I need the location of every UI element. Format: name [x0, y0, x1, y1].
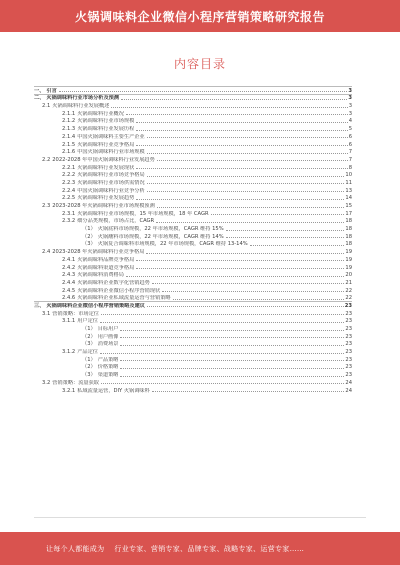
toc-entry-label: 火锅蘸料市场规模，22 年市场规模，CAGR 维持 14%: [97, 233, 224, 240]
toc-entry-number: 2.3: [42, 203, 51, 209]
toc-entry-number: 3.2: [42, 379, 51, 386]
toc-leader-dots: [136, 268, 344, 269]
toc-entry[interactable]: [34, 332, 352, 340]
footer-divider: [34, 517, 366, 518]
toc-entry-page: 23: [345, 349, 352, 356]
toc-entry[interactable]: [34, 340, 352, 348]
toc-entry-label: 细分品类规模，市场占比，CAGR: [77, 218, 155, 225]
toc-entry[interactable]: [34, 347, 352, 355]
toc-entry[interactable]: [34, 301, 352, 309]
toc-leader-dots: [120, 337, 344, 338]
toc-entry[interactable]: [34, 140, 352, 148]
toc-entry-label: 火锅调味料行业市场供需情况: [77, 179, 145, 186]
toc-entry-page: 13: [345, 187, 352, 194]
toc-entry-number: 3.1: [42, 310, 51, 317]
toc-leader-dots: [126, 114, 348, 115]
toc-entry-label: 火锅复合调味料市场规模，22 年市场规模，CAGR 维持 13-14%: [97, 241, 248, 248]
toc-entry-page: 3: [348, 95, 352, 102]
toc-entry-label: 火锅调味料行业发展概述: [52, 103, 110, 110]
toc-entry-number: 3.2.1: [62, 387, 76, 394]
toc-entry-page: 19: [345, 256, 352, 263]
toc-leader-dots: [101, 383, 344, 384]
toc-leader-dots: [136, 199, 344, 200]
toc-leader-dots: [147, 137, 348, 138]
toc-entry[interactable]: [34, 355, 352, 363]
toc-leader-dots: [173, 299, 345, 300]
toc-entry-page: 18: [345, 218, 352, 225]
toc-entry-number: 2.4.5: [62, 287, 76, 294]
toc-entry-number: 2.2: [42, 156, 51, 163]
toc-entry[interactable]: [34, 278, 352, 286]
toc-entry-number: 2.1.3: [62, 126, 76, 133]
toc-entry-number: 2.3.2: [62, 218, 76, 225]
toc-entry-number: 2.4.2: [62, 264, 76, 271]
toc-entry[interactable]: [34, 317, 352, 325]
toc-leader-dots: [147, 306, 344, 307]
toc-entry-page: 18: [345, 241, 352, 248]
toc-entry-number: （3）: [82, 241, 96, 248]
toc-entry[interactable]: [34, 232, 352, 240]
toc-entry-page: 23: [345, 341, 352, 348]
report-footer: [0, 532, 400, 565]
toc-entry-page: 23: [345, 372, 352, 379]
toc-entry-page: 19: [345, 249, 352, 256]
toc-leader-dots: [120, 376, 344, 377]
toc-entry-label: 2022-2028 年中国火锅调味料行业发展趋势: [52, 156, 155, 163]
toc-entry-label: 火锅调味料企业微信小程序营销策略及建议: [46, 302, 145, 309]
toc-entry-page: 17: [345, 210, 352, 217]
toc-leader-dots: [136, 145, 347, 146]
toc-entry[interactable]: [34, 117, 352, 125]
toc-entry-label: 2023-2028 年火锅调味料行业竞争格局: [52, 249, 145, 256]
toc-entry-number: 2.4.4: [62, 279, 76, 286]
toc-entry-page: 3: [348, 110, 352, 117]
toc-entry[interactable]: [34, 163, 352, 171]
toc-leader-dots: [136, 168, 347, 169]
toc-entry-label: 火锅调味料行业竞争格局: [77, 141, 135, 148]
toc-entry-number: 2.4.6: [62, 295, 76, 302]
toc-entry-page: 3: [348, 87, 352, 94]
toc-entry[interactable]: [34, 178, 352, 186]
toc-entry-label: 消费场景: [97, 341, 119, 348]
toc-entry-page: 7: [348, 156, 352, 163]
toc-entry[interactable]: [34, 101, 352, 109]
toc-entry-number: 2.2.1: [62, 164, 76, 171]
toc-leader-dots: [157, 160, 348, 161]
toc-entry-number: 2.1.4: [62, 133, 76, 140]
toc-entry-label: 火锅调味料行业市场规模: [77, 118, 135, 125]
toc-entry-number: 3.1.1: [62, 318, 76, 325]
toc-entry-label: 火锅调味料行业概况: [77, 110, 124, 117]
toc-entry[interactable]: [34, 240, 352, 248]
toc-entry-number: （3）: [82, 372, 96, 379]
toc-entry-page: 23: [345, 364, 352, 371]
toc-leader-dots: [120, 368, 344, 369]
toc-entry-page: 23: [345, 318, 352, 325]
toc-entry-page: 15: [345, 203, 352, 209]
toc-leader-dots: [121, 99, 347, 100]
toc-entry-label: 用户画像: [97, 333, 119, 340]
toc-entry-page: 23: [345, 310, 352, 317]
toc-entry-number: （1）: [82, 226, 96, 233]
toc-entry-page: 21: [345, 279, 352, 286]
toc-leader-dots: [136, 130, 347, 131]
report-title: 火锅调味料企业微信小程序营销策略研究报告: [74, 9, 325, 24]
toc-entry-number: 2.1.1: [62, 110, 76, 117]
toc-entry-page: 6: [348, 141, 352, 148]
toc-entry-page: 5: [348, 126, 352, 133]
toc-entry-number: 2.2.4: [62, 187, 76, 194]
toc-entry-label: 火锅调味料行业市场分析及预测: [46, 95, 120, 102]
toc-leader-dots: [147, 176, 345, 177]
toc-leader-dots: [226, 237, 345, 238]
toc-entry[interactable]: [34, 378, 352, 386]
toc-entry[interactable]: [34, 386, 352, 394]
toc-entry[interactable]: [34, 186, 352, 194]
toc-leader-dots: [162, 291, 344, 292]
toc-entry-number: 2.4: [42, 249, 51, 256]
toc-entry-label: 火锅调味料渠道竞争格局: [77, 264, 135, 271]
toc-entry-label: 渠道策略: [97, 372, 119, 379]
toc-entry[interactable]: [34, 247, 352, 255]
toc-entry-label: 中国火锅调味料行业竞争分析: [77, 187, 145, 194]
toc-leader-dots: [126, 276, 344, 277]
toc-entry-number: （2）: [82, 333, 96, 340]
toc-leader-dots: [120, 345, 344, 346]
toc-entry-page: 20: [345, 272, 352, 279]
toc-leader-dots: [100, 353, 344, 354]
toc-entry-label: 火锅调味料企业私域流量运营与营销策略: [77, 295, 171, 302]
toc-entry-number: 三、: [34, 302, 45, 309]
toc-entry-number: 2.2.5: [62, 195, 76, 202]
toc-entry-label: 营销策略：流量获取: [52, 379, 99, 386]
toc-entry[interactable]: [34, 109, 352, 117]
toc-entry-page: 14: [345, 195, 352, 202]
toc-entry-label: 火锅调味料行业发展历程: [77, 126, 135, 133]
toc-entry-number: 一、: [34, 87, 45, 94]
toc-leader-dots: [152, 391, 345, 392]
toc-entry-page: 19: [345, 264, 352, 271]
toc-entry-label: 营销策略：市场定位: [52, 310, 99, 317]
toc-leader-dots: [100, 322, 344, 323]
footer-tagline: 行业专家、营销专家、品牌专家、战略专家、运营专家……: [114, 544, 305, 553]
toc-leader-dots: [136, 260, 344, 261]
toc-entry[interactable]: [34, 294, 352, 302]
toc-entry-number: （2）: [82, 233, 96, 240]
toc-entry[interactable]: [34, 324, 352, 332]
toc-entry[interactable]: [34, 370, 352, 378]
toc-entry[interactable]: [34, 94, 352, 102]
toc-leader-dots: [152, 283, 345, 284]
toc-entry-page: 7: [348, 149, 352, 156]
toc-leader-dots: [59, 91, 348, 92]
toc-entry-page: 18: [345, 226, 352, 233]
toc-entry-label: 价格策略: [97, 364, 119, 371]
toc-entry-number: 2.1.5: [62, 141, 76, 148]
toc-entry-page: 8: [348, 164, 352, 171]
toc-leader-dots: [147, 191, 345, 192]
toc-entry-number: 2.1.2: [62, 118, 76, 125]
toc-entry[interactable]: [34, 363, 352, 371]
toc-entry-label: 火锅调味料企业数字化营销趋势: [77, 279, 150, 286]
toc-leader-dots: [120, 360, 344, 361]
toc-leader-dots: [156, 222, 344, 223]
toc-entry[interactable]: [34, 263, 352, 271]
toc-entry-page: 18: [345, 233, 352, 240]
toc-entry-label: 火锅底料市场规模，22 年市场规模，CAGR 维持 15%: [97, 226, 224, 233]
toc-entry[interactable]: [34, 132, 352, 140]
report-header: [0, 0, 400, 32]
toc-leader-dots: [146, 253, 344, 254]
toc-entry[interactable]: [34, 217, 352, 225]
toc-entry[interactable]: [34, 155, 352, 163]
toc-entry[interactable]: [34, 209, 352, 217]
toc-entry-page: 22: [345, 287, 352, 294]
toc-entry-page: 23: [345, 356, 352, 363]
toc-entry-number: （2）: [82, 364, 96, 371]
toc-entry-label: 火锅调味料行业发展现状: [77, 164, 135, 171]
footer-text: 让每个人都能成为: [46, 544, 105, 553]
toc-entry-number: 2.3.1: [62, 210, 76, 217]
toc-entry-label: 产品定位: [77, 349, 98, 356]
toc-entry-number: 2.1.6: [62, 149, 76, 156]
toc-entry-label: 火锅调味料行业市场规模，15 年市场规模，18 年 CAGR: [77, 210, 209, 217]
toc-leader-dots: [250, 245, 345, 246]
toc-entry-number: （3）: [82, 341, 96, 348]
toc-entry-number: 2.2.3: [62, 179, 76, 186]
toc-entry-number: 3.1.2: [62, 349, 76, 356]
toc-entry[interactable]: [34, 255, 352, 263]
toc-entry-page: 23: [345, 326, 352, 332]
toc-entry-page: 24: [345, 387, 352, 394]
toc-entry-label: 火锅调味料品牌竞争格局: [77, 256, 135, 263]
toc-entry[interactable]: [34, 124, 352, 132]
toc-leader-dots: [120, 330, 344, 331]
toc-entry-page: 3: [348, 103, 352, 110]
toc-entry-label: 中国火锅调味料主要生产企业: [77, 133, 145, 140]
toc-entry[interactable]: [34, 224, 352, 232]
toc-entry[interactable]: [34, 86, 352, 94]
toc-entry-label: 火锅调味料企业微信小程序营销现状: [77, 287, 161, 294]
toc-entry-label: 火锅调味料行业发展趋势: [77, 195, 135, 202]
toc-leader-dots: [147, 153, 348, 154]
toc-leader-dots: [226, 230, 345, 231]
toc-entry-number: 2.4.3: [62, 272, 76, 279]
table-of-contents: [34, 86, 352, 506]
toc-entry[interactable]: [34, 271, 352, 279]
toc-entry-page: 23: [344, 302, 352, 309]
toc-leader-dots: [101, 314, 344, 315]
toc-entry-label: 中国火锅调味料行业市场规模: [77, 149, 145, 156]
toc-entry-page: 6: [348, 133, 352, 140]
toc-entry-number: （1）: [82, 356, 96, 363]
toc-leader-dots: [111, 107, 347, 108]
toc-entry-label: 引言: [46, 87, 57, 94]
toc-leader-dots: [147, 183, 345, 184]
toc-entry-page: 22: [345, 295, 352, 302]
toc-entry-page: 10: [345, 172, 352, 179]
toc-entry-page: 24: [345, 379, 352, 386]
toc-leader-dots: [157, 207, 345, 208]
toc-entry-number: 2.4.1: [62, 256, 76, 263]
toc-leader-dots: [211, 214, 345, 215]
toc-heading: 内容目录: [173, 57, 226, 71]
toc-entry-number: （1）: [82, 326, 96, 332]
toc-entry-number: 二、: [34, 95, 45, 102]
toc-entry-label: 火锅调味料行业市场竞争格局: [77, 172, 145, 179]
toc-entry-label: 目标用户: [97, 326, 119, 332]
toc-entry[interactable]: [34, 309, 352, 317]
toc-leader-dots: [136, 122, 347, 123]
toc-entry-page: 23: [345, 333, 352, 340]
toc-entry-label: 产品策略: [97, 356, 119, 363]
toc-entry-number: 2.2.2: [62, 172, 76, 179]
toc-entry[interactable]: [34, 201, 352, 209]
toc-entry[interactable]: [34, 194, 352, 202]
toc-entry-label: 用户定位: [77, 318, 98, 325]
toc-entry[interactable]: [34, 148, 352, 156]
toc-entry-label: 2023-2028 年火锅调味料行业市场规模预测: [52, 203, 155, 209]
toc-entry-page: 4: [348, 118, 352, 125]
toc-entry-page: 11: [345, 179, 352, 186]
toc-entry-label: 私域流量运营，DIY 火锅调味料: [77, 387, 150, 394]
toc-entry[interactable]: [34, 286, 352, 294]
toc-entry-label: 火锅调味料消费格局: [77, 272, 124, 279]
toc-entry[interactable]: [34, 171, 352, 179]
toc-entry-number: 2.1: [42, 103, 51, 110]
